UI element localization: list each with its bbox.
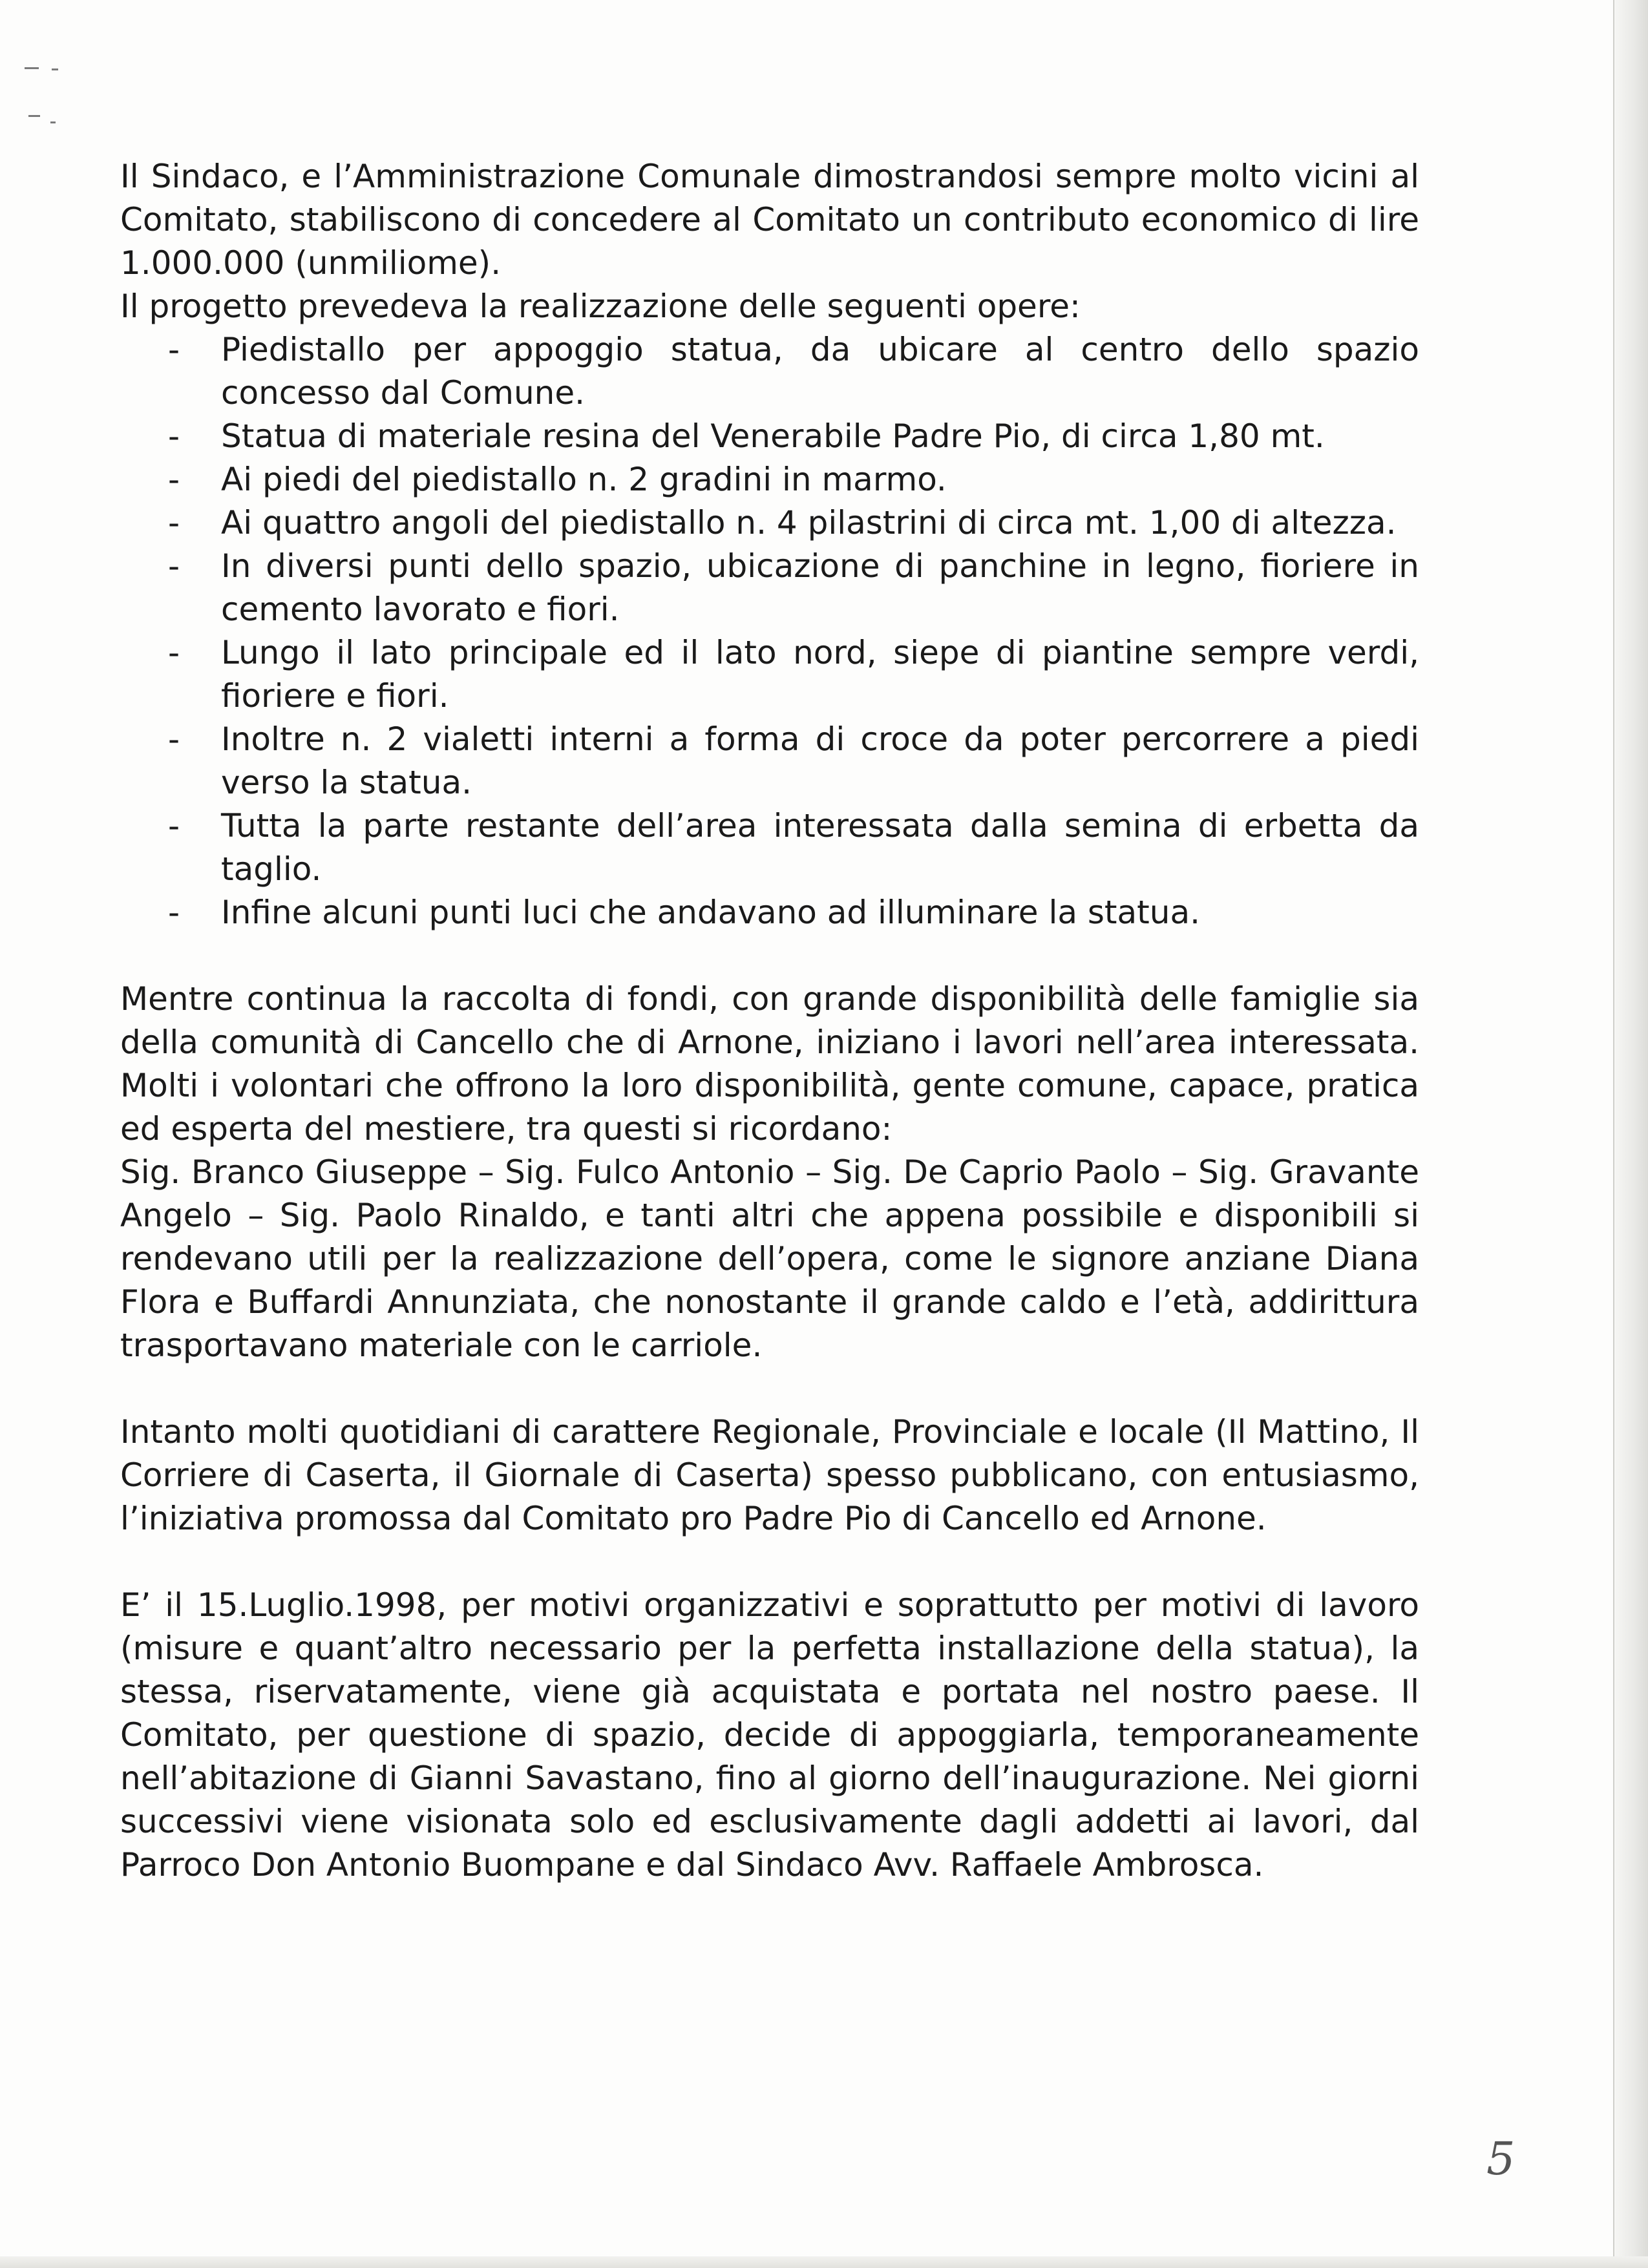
list-item-text: Lungo il lato principale ed il lato nord, siepe di piantine sempre verdi, fioriere e fiori.	[221, 634, 1419, 715]
list-item-text: Statua di materiale resina del Venerabile Padre Pio, di circa 1,80 mt.	[221, 417, 1325, 455]
statue-paragraph: E’ il 15.Luglio.1998, per motivi organizzativi e soprattutto per motivi di lavoro (misure e quant’altro necessario per la perfetta installazione della statua), la stessa, riservatamente, viene già acquistata e portata nel nostro paese. Il Comitato, per questione di spazio, decide di appoggiarla, temporaneamente nell’abitazione di Gianni Savastano, fino al giorno dell’inaugurazione. Nei giorni successivi viene visionata solo ed esclusivamente dagli addetti ai lavori, dal Parroco Don Antonio Buompane e dal Sindaco Avv. Raffaele Ambrosca.	[120, 1586, 1419, 1884]
list-marker: -	[168, 331, 180, 368]
paragraph-spacer	[120, 934, 1419, 978]
names-paragraph: Sig. Branco Giuseppe – Sig. Fulco Antonio – Sig. De Caprio Paolo – Sig. Gravante Angelo – Sig. Paolo Rinaldo, e tanti altri che appena possibile e disponibili si rendevano utili per la realizzazione dell’opera, come le signore anziane Diana Flora e Buffardi Annunziata, che nonostante il grande caldo e l’età, addirittura trasportavano materiale con le carriole.	[120, 1153, 1419, 1364]
volunteers-paragraph: Mentre continua la raccolta di fondi, con grande disponibilità delle famiglie sia della comunità di Cancello che di Arnone, iniziano i lavori nell’area interessata. Molti i volontari che offrono la loro disponibilità, gente comune, capace, pratica ed esperta del mestiere, tra questi si ricordano:	[120, 980, 1419, 1148]
scan-speck	[28, 115, 40, 117]
paper-bottom-edge	[0, 2256, 1648, 2268]
document-body	[120, 155, 1419, 1887]
intro-paragraph: Il Sindaco, e l’Amministrazione Comunale dimostrandosi sempre molto vicini al Comitato, stabiliscono di concedere al Comitato un contributo economico di lire 1.000.000 (unmiliome).	[120, 158, 1419, 282]
scan-speck	[50, 121, 56, 123]
list-item-text: Tutta la parte restante dell’area interessata dalla semina di erbetta da taglio.	[221, 807, 1419, 888]
list-marker: -	[168, 547, 180, 585]
list-item-text: Infine alcuni punti luci che andavano ad illuminare la statua.	[221, 894, 1200, 931]
press-paragraph: Intanto molti quotidiani di carattere Regionale, Provinciale e locale (Il Mattino, Il Corriere di Caserta, il Giornale di Caserta) spesso pubblicano, con entusiasmo, l’iniziativa promossa dal Comitato pro Padre Pio di Cancello ed Arnone.	[120, 1413, 1419, 1537]
paragraph-spacer	[120, 1540, 1419, 1584]
list-item	[168, 718, 1419, 804]
list-item	[168, 804, 1419, 891]
list-item-text: Piedistallo per appoggio statua, da ubicare al centro dello spazio concesso dal Comune.	[221, 331, 1419, 412]
scan-speck	[52, 68, 58, 70]
list-marker: -	[168, 807, 180, 845]
list-item	[168, 501, 1419, 545]
list-marker: -	[168, 634, 180, 671]
paragraph-spacer	[120, 1367, 1419, 1411]
list-item	[168, 545, 1419, 631]
list-marker: -	[168, 720, 180, 758]
list-item	[168, 631, 1419, 718]
paper-right-edge	[1613, 0, 1648, 2268]
list-item-text: Ai quattro angoli del piedistallo n. 4 pilastrini di circa mt. 1,00 di altezza.	[221, 504, 1397, 541]
handwritten-page-number: 5	[1486, 2132, 1516, 2185]
list-item	[168, 891, 1419, 934]
list-item-text: Inoltre n. 2 vialetti interni a forma di croce da poter percorrere a piedi verso la statua.	[221, 720, 1419, 801]
works-list	[120, 328, 1419, 934]
list-item	[168, 328, 1419, 415]
list-item	[168, 415, 1419, 458]
list-marker: -	[168, 461, 180, 498]
list-item-text: Ai piedi del piedistallo n. 2 gradini in marmo.	[221, 461, 947, 498]
list-item-text: In diversi punti dello spazio, ubicazione di panchine in legno, fioriere in cemento lavorato e fiori.	[221, 547, 1419, 628]
list-marker: -	[168, 417, 180, 455]
list-marker: -	[168, 504, 180, 541]
list-marker: -	[168, 894, 180, 931]
project-intro: Il progetto prevedeva la realizzazione delle seguenti opere:	[120, 288, 1081, 325]
scan-speck	[25, 67, 39, 69]
list-item	[168, 458, 1419, 501]
